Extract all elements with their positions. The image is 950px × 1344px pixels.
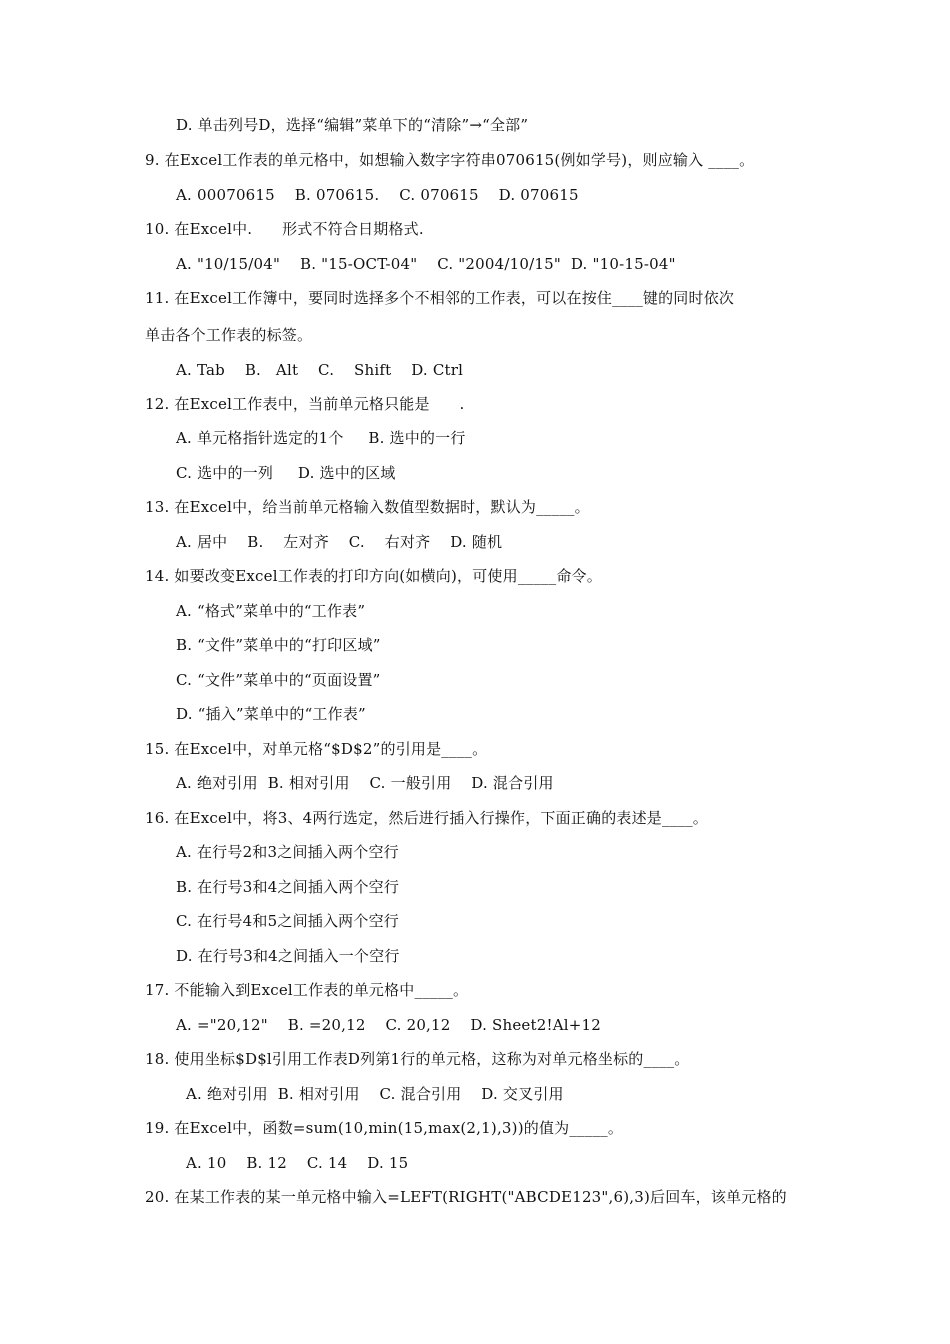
- question-17: 17. 不能输入到Excel工作表的单元格中_____。: [145, 981, 469, 999]
- question-14: 14. 如要改变Excel工作表的打印方向(如横向)，可使用_____命令。: [145, 567, 602, 585]
- option-c-q16: C. 在行号4和5之间插入两个空行: [176, 912, 399, 930]
- options-q11: A. Tab B. Alt C. Shift D. Ctrl: [176, 361, 464, 379]
- question-9: 9. 在Excel工作表的单元格中，如想输入数字字符串070615(例如学号)，则应输入 ____。: [145, 151, 755, 169]
- options-q12-row2: C. 选中的一列 D. 选中的区域: [176, 464, 396, 482]
- options-q15: A. 绝对引用 B. 相对引用 C. 一般引用 D. 混合引用: [176, 774, 554, 792]
- options-q18: A. 绝对引用 B. 相对引用 C. 混合引用 D. 交叉引用: [186, 1085, 564, 1103]
- option-a-q14: A. “格式”菜单中的“工作表”: [176, 602, 366, 620]
- option-a-q16: A. 在行号2和3之间插入两个空行: [176, 843, 399, 861]
- options-q10: A. "10/15/04" B. "15-OCT-04" C. "2004/10/15" D. "10-15-04": [176, 255, 676, 273]
- options-q13: A. 居中 B. 左对齐 C. 右对齐 D. 随机: [176, 533, 503, 551]
- option-b-q16: B. 在行号3和4之间插入两个空行: [176, 878, 400, 896]
- options-q19: A. 10 B. 12 C. 14 D. 15: [186, 1154, 409, 1172]
- option-c-q14: C. “文件”菜单中的“页面设置”: [176, 671, 381, 689]
- options-q9: A. 00070615 B. 070615. C. 070615 D. 070615: [176, 186, 579, 204]
- option-d-q8: D. 单击列号D，选择“编辑”菜单下的“清除”→“全部”: [176, 116, 529, 134]
- question-13: 13. 在Excel中，给当前单元格输入数值型数据时，默认为_____。: [145, 498, 590, 516]
- options-q17: A. ="20,12" B. =20,12 C. 20,12 D. Sheet2!Al+12: [176, 1016, 601, 1034]
- question-12: 12. 在Excel工作表中，当前单元格只能是 .: [145, 395, 465, 413]
- question-11-cont: 单击各个工作表的标签。: [145, 326, 313, 344]
- question-10: 10. 在Excel中. 形式不符合日期格式.: [145, 220, 424, 238]
- question-19: 19. 在Excel中，函数=sum(10,min(15,max(2,1),3))的值为_____。: [145, 1119, 624, 1137]
- option-d-q16: D. 在行号3和4之间插入一个空行: [176, 947, 400, 965]
- question-16: 16. 在Excel中，将3、4两行选定，然后进行插入行操作，下面正确的表述是____。: [145, 809, 708, 827]
- question-18: 18. 使用坐标$D$l引用工作表D列第1行的单元格，这称为对单元格坐标的____。: [145, 1050, 690, 1068]
- question-15: 15. 在Excel中，对单元格“$D$2”的引用是____。: [145, 740, 488, 758]
- question-11: 11. 在Excel工作簿中，要同时选择多个不相邻的工作表，可以在按住____键的同时依次: [145, 289, 735, 307]
- question-20: 20. 在某工作表的某一单元格中输入=LEFT(RIGHT("ABCDE123",6),3)后回车，该单元格的: [145, 1188, 787, 1206]
- option-b-q14: B. “文件”菜单中的“打印区域”: [176, 636, 381, 654]
- options-q12-row1: A. 单元格指针选定的1个 B. 选中的一行: [176, 429, 466, 447]
- option-d-q14: D. “插入”菜单中的“工作表”: [176, 705, 366, 723]
